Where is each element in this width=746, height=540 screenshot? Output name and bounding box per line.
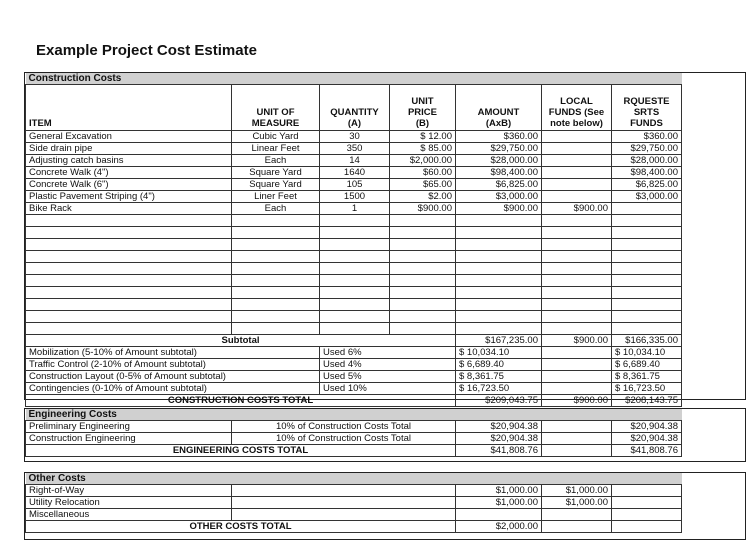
blank-row xyxy=(26,227,682,239)
table-row: Adjusting catch basins Each 14 $2,000.00 $28,000.00 $28,000.00 xyxy=(26,155,682,167)
blank-row xyxy=(26,275,682,287)
table-row: Plastic Pavement Striping (4") Liner Feet 1500 $2.00 $3,000.00 $3,000.00 xyxy=(26,191,682,203)
table-row: Miscellaneous xyxy=(26,509,682,521)
blank-row xyxy=(26,239,682,251)
adjustment-row: Mobilization (5-10% of Amount subtotal) Used 6% $ 10,034.10 $ 10,034.10 xyxy=(26,347,682,359)
adjustment-row: Construction Layout (0-5% of Amount subtotal) Used 5% $ 8,361.75 $ 8,361.75 xyxy=(26,371,682,383)
section-label-construction: Construction Costs xyxy=(26,73,682,85)
construction-total-row: CONSTRUCTION COSTS TOTAL $209,043.75 $900.00 $208,143.75 xyxy=(26,395,682,407)
table-row: Side drain pipe Linear Feet 350 $ 85.00 $29,750.00 $29,750.00 xyxy=(26,143,682,155)
header-unit-price: UNIT PRICE (B) xyxy=(390,85,456,131)
other-costs-section xyxy=(24,472,746,540)
other-total-row: OTHER COSTS TOTAL $2,000.00 xyxy=(26,521,682,533)
construction-costs-table xyxy=(25,73,682,407)
header-unit: UNIT OF MEASURE xyxy=(232,85,320,131)
table-row: Right-of-Way $1,000.00 $1,000.00 xyxy=(26,485,682,497)
other-costs-table xyxy=(25,473,682,533)
table-row: Concrete Walk (6") Square Yard 105 $65.00 $6,825.00 $6,825.00 xyxy=(26,179,682,191)
blank-row xyxy=(26,215,682,227)
blank-row xyxy=(26,263,682,275)
subtotal-row: Subtotal $167,235.00 $900.00 $166,335.00 xyxy=(26,335,682,347)
page-title: Example Project Cost Estimate xyxy=(36,42,257,59)
table-row: Concrete Walk (4") Square Yard 1640 $60.00 $98,400.00 $98,400.00 xyxy=(26,167,682,179)
table-row: Preliminary Engineering 10% of Construction Costs Total $20,904.38 $20,904.38 xyxy=(26,421,682,433)
blank-row xyxy=(26,323,682,335)
header-requested-funds: RQUESTE SRTS FUNDS xyxy=(612,85,682,131)
header-amount: AMOUNT (AxB) xyxy=(456,85,542,131)
table-row: Construction Engineering 10% of Construction Costs Total $20,904.38 $20,904.38 xyxy=(26,433,682,445)
column-headers xyxy=(26,85,682,131)
adjustment-row: Contingencies (0-10% of Amount subtotal) Used 10% $ 16,723.50 $ 16,723.50 xyxy=(26,383,682,395)
table-row: Utility Relocation $1,000.00 $1,000.00 xyxy=(26,497,682,509)
table-row: Bike Rack Each 1 $900.00 $900.00 $900.00 xyxy=(26,203,682,215)
header-quantity: QUANTITY (A) xyxy=(320,85,390,131)
blank-row xyxy=(26,311,682,323)
engineering-costs-table xyxy=(25,409,682,457)
construction-costs-section xyxy=(24,72,746,406)
header-item: ITEM xyxy=(26,85,232,131)
engineering-costs-section xyxy=(24,408,746,462)
blank-row xyxy=(26,251,682,263)
blank-row xyxy=(26,287,682,299)
table-row: General Excavation Cubic Yard 30 $ 12.00 $360.00 $360.00 xyxy=(26,131,682,143)
engineering-total-row: ENGINEERING COSTS TOTAL $41,808.76 $41,808.76 xyxy=(26,445,682,457)
adjustment-row: Traffic Control (2-10% of Amount subtotal) Used 4% $ 6,689.40 $ 6,689.40 xyxy=(26,359,682,371)
header-local-funds: LOCAL FUNDS (See note below) xyxy=(542,85,612,131)
section-label-other: Other Costs xyxy=(26,473,682,485)
section-label-engineering: Engineering Costs xyxy=(26,409,682,421)
blank-row xyxy=(26,299,682,311)
